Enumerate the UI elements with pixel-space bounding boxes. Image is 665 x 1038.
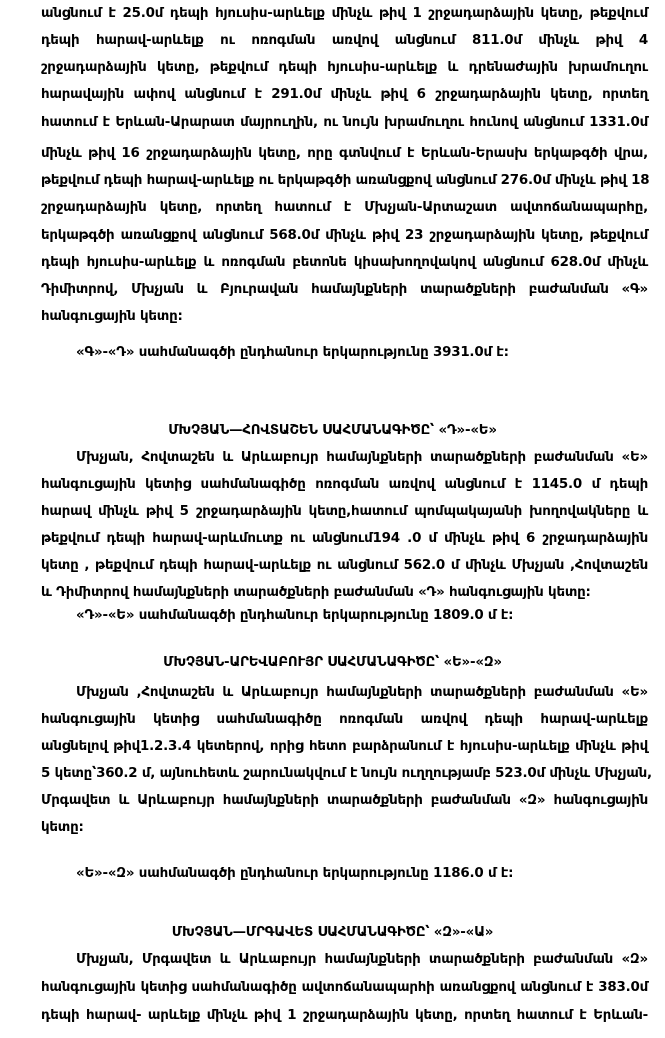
section-heading: ՄԽՉՅԱՆ-ԱՐԵՎԱԲՈՒՅՐ ՍԱՀՄԱՆԱԳԻԾԸ՝ «Ե»-«Զ» <box>163 655 502 670</box>
paragraph-line: Մրգավետ և Արևաբույր համայնքների տարածքների բաժանման «Զ» հանգուցային <box>41 793 648 808</box>
paragraph-line: հանգուցային կետից սահմանագիծը ավտոճանապարհի առանցքով անցնում է 383.0մ <box>41 980 648 995</box>
paragraph-line: դեպի հարավ-արևելք ու ոռոգման առվով անցնում 811.0մ մինչև թիվ 4 <box>41 33 648 48</box>
paragraph-line: հարավ մինչև թիվ 5 շրջադարձային կետը,հատում պոմպակայանի խողովակները և <box>41 504 648 519</box>
paragraph-line: Մխչյան, Մրգավետ և Արևաբույր համայնքների տարածքների բաժանման «Զ» <box>76 952 648 967</box>
paragraph-line: մինչև թիվ 16 շրջադարձային կետը, որը գտնվում է Երևան-Երասխ երկաթգծի վրա, <box>41 146 648 161</box>
paragraph-line: շրջադարձային կետը, թեքվում դեպի հյուսիս-արևելք և դրենաժային խրամուղու <box>41 60 648 75</box>
paragraph-line: և Դիմիտրով համայնքների տարածքների բաժանման «Դ» հանգուցային կետը: <box>41 585 591 600</box>
paragraph-line: դեպի հյուսիս-արևելք և ոռոգման բետոնե կիսախողովակով անցնում 628.0մ մինչև <box>41 255 648 270</box>
total-length-line: «Դ»-«Ե» սահմանագծի ընդհանուր երկարությունը 1809.0 մ է: <box>76 608 514 623</box>
paragraph-line: հանգուցային կետից սահմանագիծը ոռոգման առվով դեպի հարավ-արևելք <box>41 712 648 727</box>
paragraph-line: դեպի հարավ- արևելք մինչև թիվ 1 շրջադարձային կետը, որտեղ հատում է Երևան- <box>41 1008 648 1023</box>
paragraph-line: թեքվում դեպի հարավ-արևմուտք ու անցնում194 .0 մ մինչև թիվ 6 շրջադարձային <box>41 531 648 546</box>
total-length-line: «Ե»-«Զ» սահմանագծի ընդհանուր երկարությունը 1186.0 մ է: <box>76 866 514 881</box>
paragraph-line: հատում է Երևան-Արարատ մայրուղին, ու նույն խրամուղու հունով անցնում 1331.0մ <box>41 115 648 130</box>
paragraph-line: Մխչյան, Հովտաշեն և Արևաբույր համայնքների տարածքների բաժանման «Ե» <box>76 450 648 465</box>
paragraph-line: հարավային ափով անցնում է 291.0մ մինչև թիվ 6 շրջադարձային կետը, որտեղ <box>41 87 648 102</box>
paragraph-line: հանգուցային կետը: <box>41 309 183 324</box>
section-heading: ՄԽՉՅԱՆ—ՄՐԳԱՎԵՏ ՍԱՀՄԱՆԱԳԻԾԸ՝ «Զ»-«Ա» <box>171 925 494 940</box>
paragraph-line: շրջադարձային կետը, որտեղ հատում է Մխչյան-Արտաշատ ավտոճանապարհը, <box>41 200 648 215</box>
section-heading: ՄԽՉՅԱՆ—ՀՈՎՏԱՇԵՆ ՍԱՀՄԱՆԱԳԻԾԸ՝ «Դ»-«Ե» <box>168 423 497 438</box>
paragraph-line: կետը , թեքվում դեպի հարավ-արևելք ու անցնում 562.0 մ մինչև Մխչյան ,Հովտաշեն <box>41 558 648 573</box>
paragraph-line: հանգուցային կետից սահմանագիծը ոռոգման առվով անցնում է 1145.0 մ դեպի <box>41 477 648 492</box>
paragraph-line: թեքվում դեպի հարավ-արևելք ու երկաթգծի առանցքով անցնում 276.0մ մինչև թիվ 18 <box>41 173 650 188</box>
paragraph-line: Դիմիտրով, Մխչյան և Բյուրավան համայնքների տարածքների բաժանման «Գ» <box>41 282 648 297</box>
paragraph-line: երկաթգծի առանցքով անցնում 568.0մ մինչև թիվ 23 շրջադարձային կետը, թեքվում <box>41 228 648 243</box>
paragraph-line: 5 կետը՝360.2 մ, այնուհետև շարունակվում է նույն ուղղությամբ 523.0մ մինչև Մխչյան, <box>41 766 652 781</box>
paragraph-line: կետը: <box>41 820 84 835</box>
total-length-line: «Գ»-«Դ» սահմանագծի ընդհանուր երկարությունը 3931.0մ է: <box>76 345 509 360</box>
paragraph-line: Մխչյան ,Հովտաշեն և Արևաբույր համայնքների տարածքների բաժանման «Ե» <box>76 685 648 700</box>
paragraph-line: անցնելով թիվ1.2.3.4 կետերով, որից հետո բարձրանում է հյուսիս-արևելք մինչև թիվ <box>41 739 648 754</box>
paragraph-line: անցնում է 25.0մ դեպի հյուսիս-արևելք մինչև թիվ 1 շրջադարձային կետը, թեքվում <box>41 6 648 21</box>
